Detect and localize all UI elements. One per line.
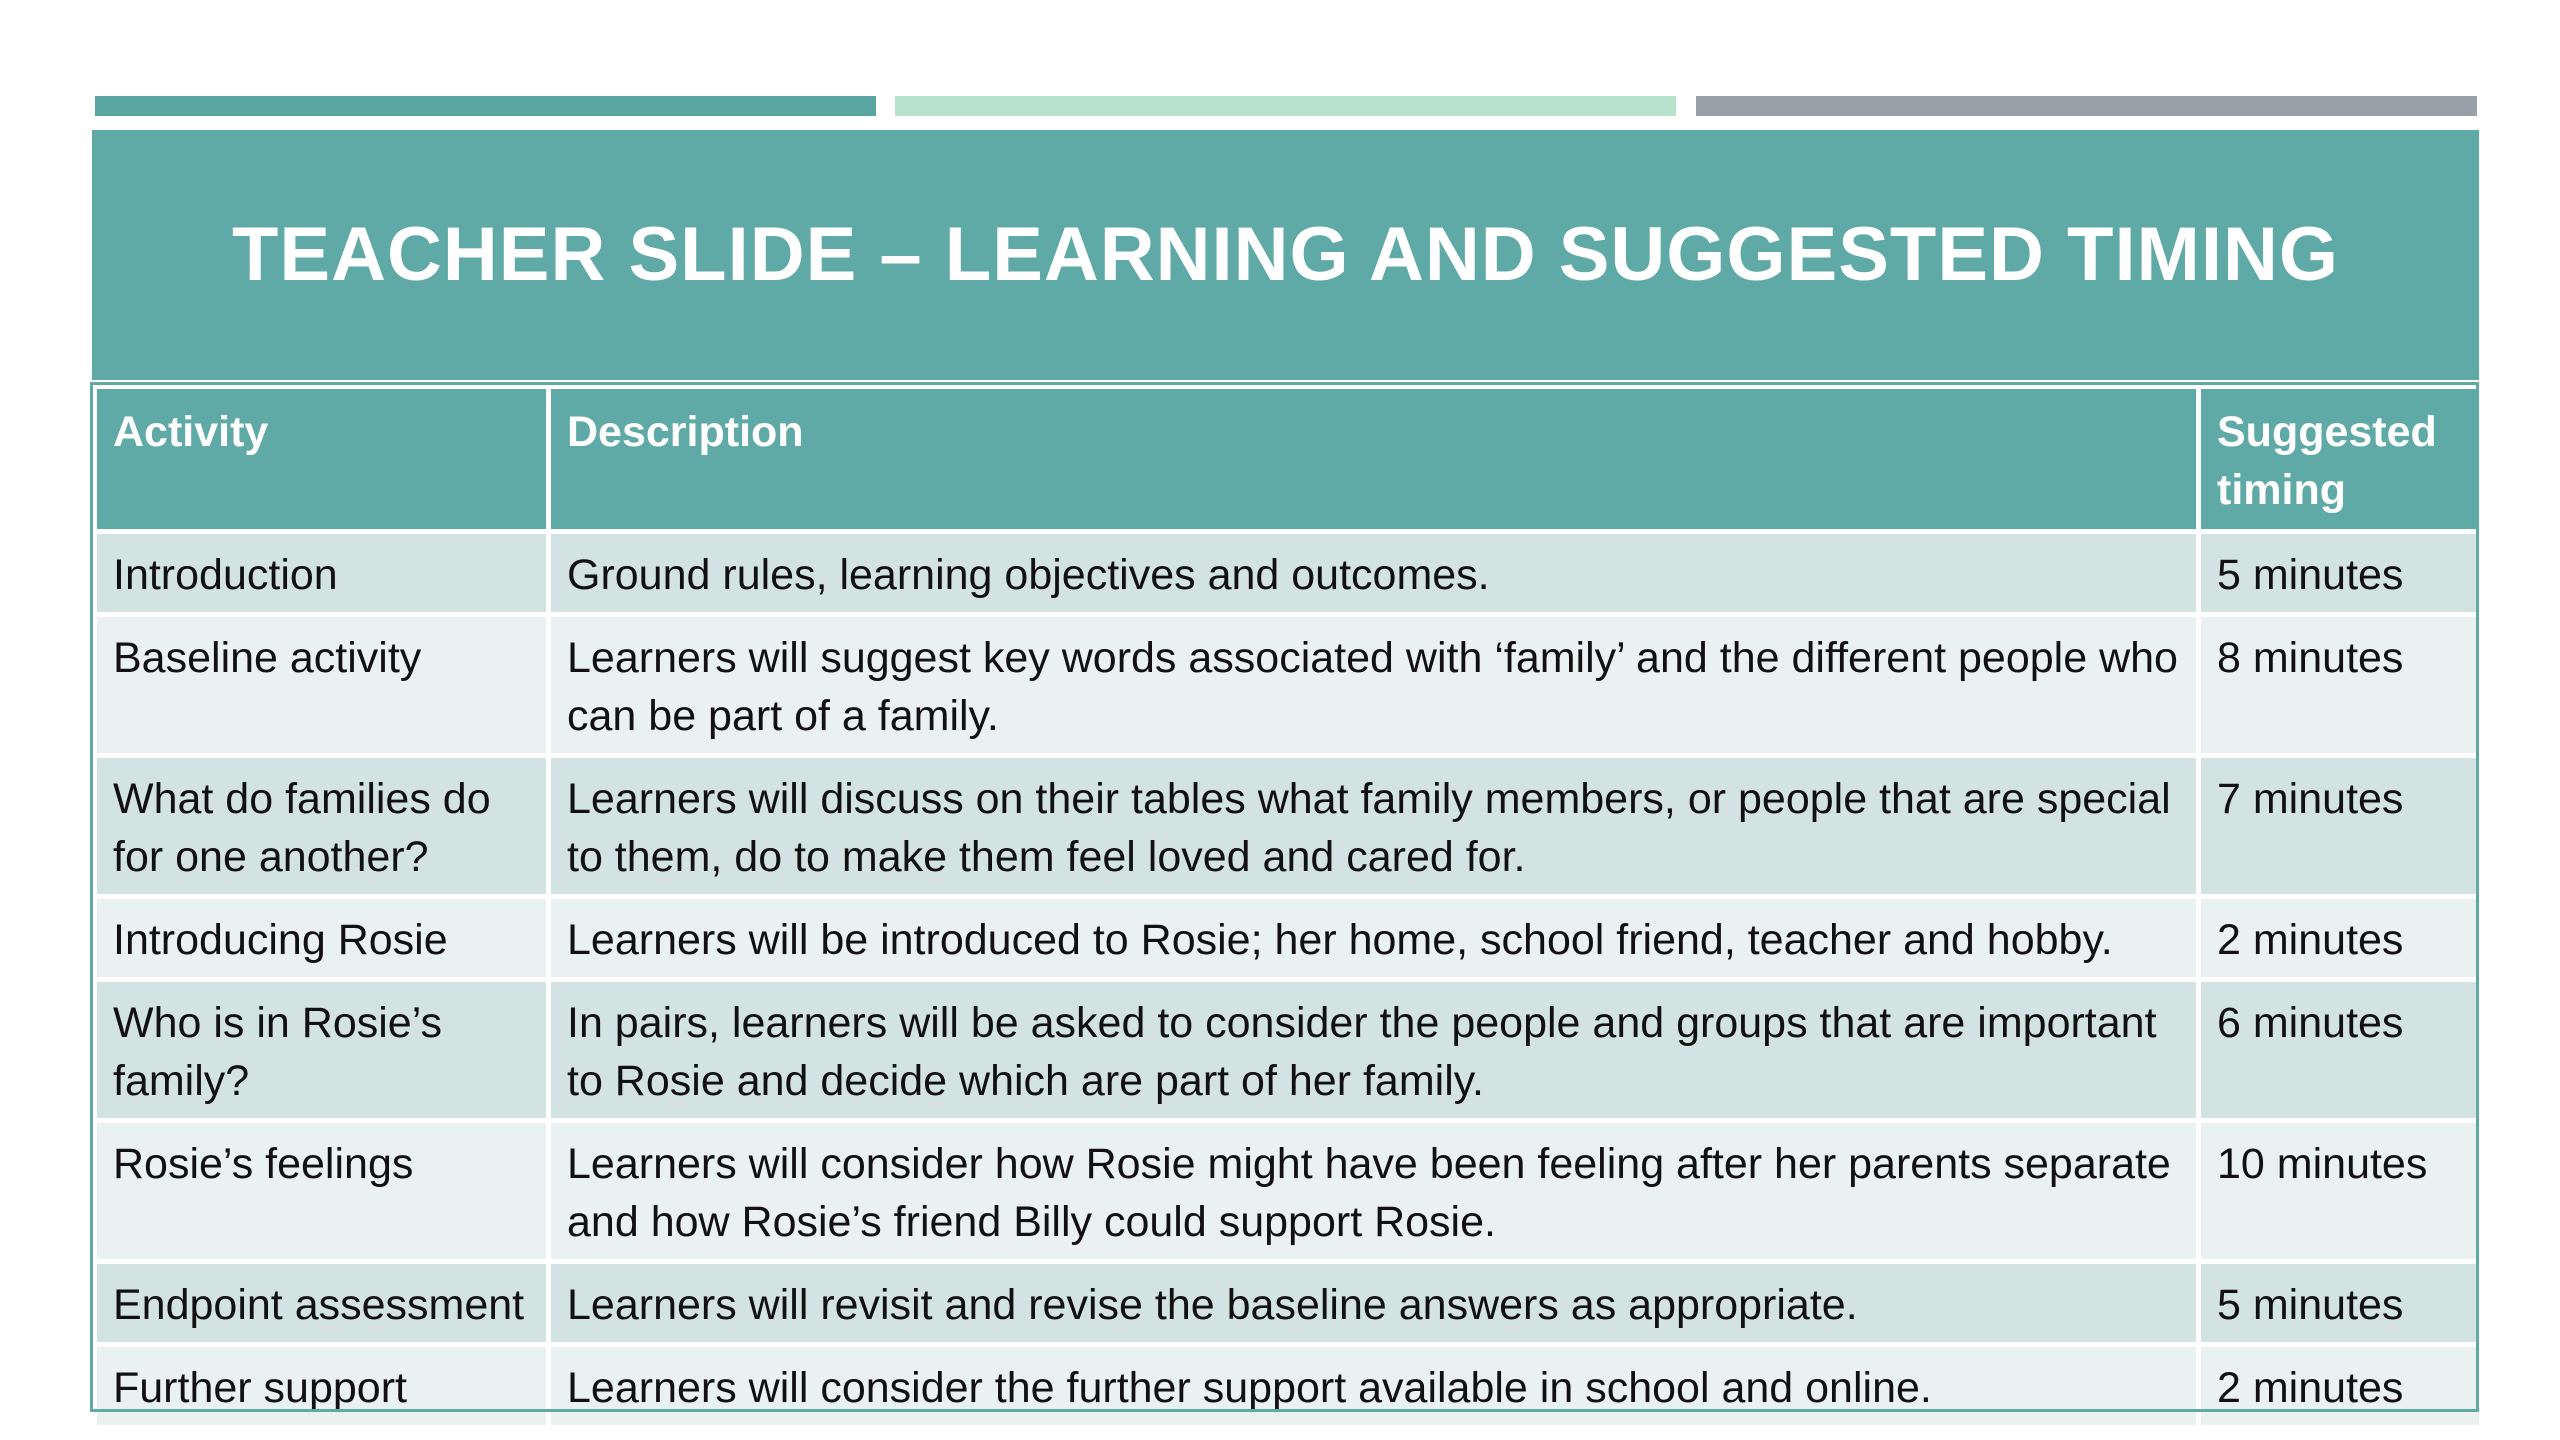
- cell-description: Learners will be introduced to Rosie; her home, school friend, teacher and hobby.: [549, 897, 2199, 980]
- accent-bar-mint: [895, 96, 1676, 116]
- cell-timing: 2 minutes: [2199, 897, 2482, 980]
- timing-table: [92, 384, 2484, 1430]
- table-row: [95, 756, 2482, 897]
- table-row: [95, 615, 2482, 756]
- header-timing: Suggested timing: [2199, 387, 2482, 532]
- slide-title: TEACHER SLIDE – LEARNING AND SUGGESTED TIMING: [232, 212, 2339, 297]
- cell-activity: Baseline activity: [95, 615, 549, 756]
- header-activity: Activity: [95, 387, 549, 532]
- cell-timing: 6 minutes: [2199, 980, 2482, 1121]
- table-row: [95, 1121, 2482, 1262]
- cell-timing: 2 minutes: [2199, 1345, 2482, 1428]
- cell-timing: 5 minutes: [2199, 532, 2482, 615]
- cell-activity: Who is in Rosie’s family?: [95, 980, 549, 1121]
- cell-activity: Further support: [95, 1345, 549, 1428]
- cell-timing: 8 minutes: [2199, 615, 2482, 756]
- table-row: [95, 897, 2482, 980]
- cell-timing: 5 minutes: [2199, 1262, 2482, 1345]
- cell-activity: Endpoint assessment: [95, 1262, 549, 1345]
- cell-description: In pairs, learners will be asked to consider the people and groups that are important to Rosie and decide which are part of her family.: [549, 980, 2199, 1121]
- cell-description: Learners will discuss on their tables what family members, or people that are special to them, do to make them feel loved and cared for.: [549, 756, 2199, 897]
- cell-activity: Introducing Rosie: [95, 897, 549, 980]
- cell-timing: 7 minutes: [2199, 756, 2482, 897]
- cell-activity: Introduction: [95, 532, 549, 615]
- cell-description: Learners will revisit and revise the baseline answers as appropriate.: [549, 1262, 2199, 1345]
- cell-description: Learners will consider how Rosie might have been feeling after her parents separate and how Rosie’s friend Billy could support Rosie.: [549, 1121, 2199, 1262]
- cell-activity: What do families do for one another?: [95, 756, 549, 897]
- table-row: [95, 532, 2482, 615]
- cell-description: Learners will consider the further support available in school and online.: [549, 1345, 2199, 1428]
- table-header-row: [95, 387, 2482, 532]
- cell-timing: 10 minutes: [2199, 1121, 2482, 1262]
- cell-activity: Rosie’s feelings: [95, 1121, 549, 1262]
- title-banner: [92, 130, 2479, 380]
- table-row: [95, 980, 2482, 1121]
- accent-bar-teal: [95, 96, 876, 116]
- table-row: [95, 1262, 2482, 1345]
- cell-description: Ground rules, learning objectives and outcomes.: [549, 532, 2199, 615]
- table-row: [95, 1345, 2482, 1428]
- header-description: Description: [549, 387, 2199, 532]
- cell-description: Learners will suggest key words associated with ‘family’ and the different people who can be part of a family.: [549, 615, 2199, 756]
- accent-bar-grey: [1696, 96, 2477, 116]
